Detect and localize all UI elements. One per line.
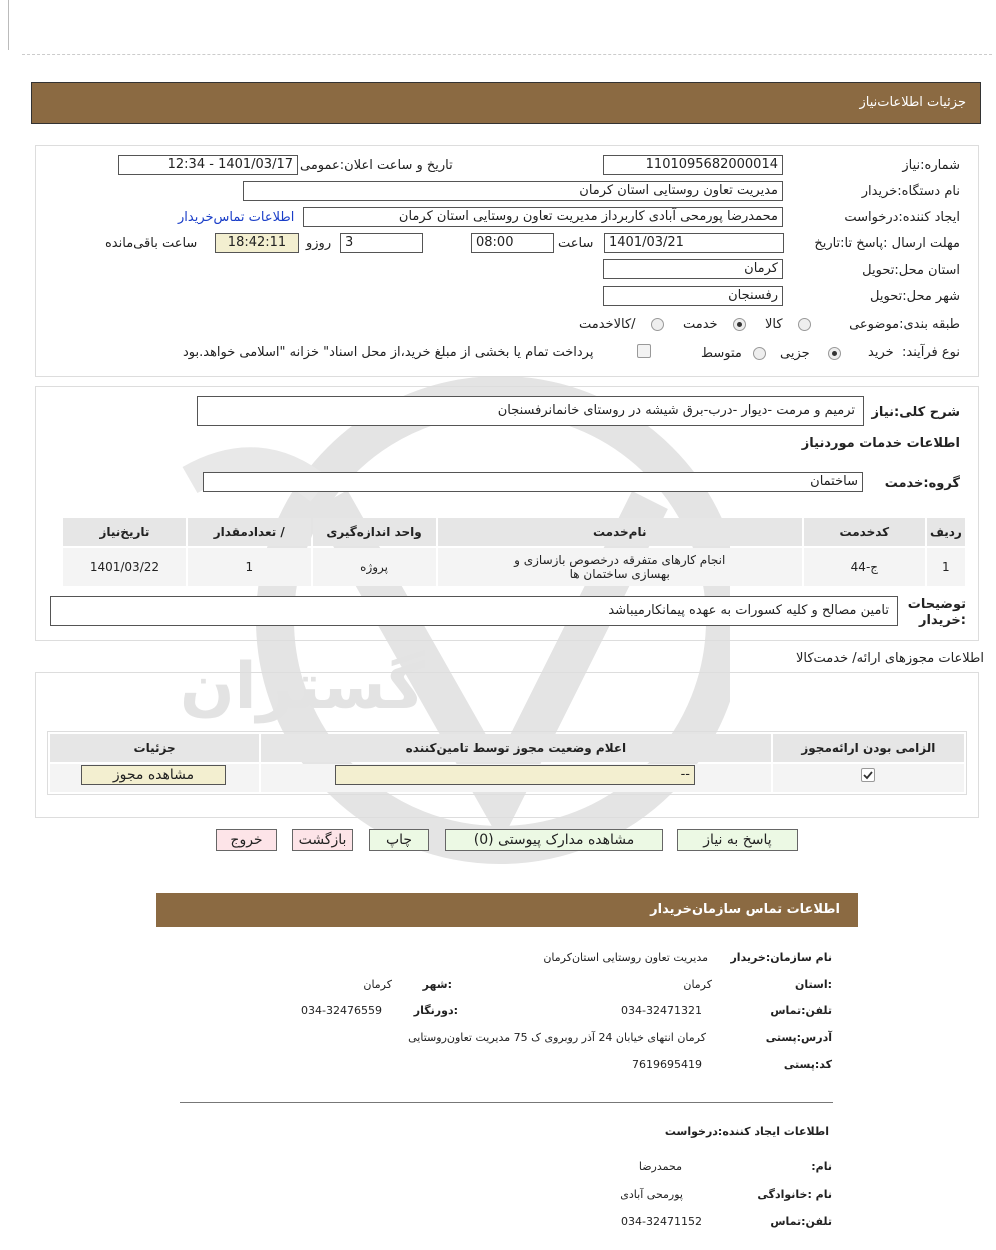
city-field: رفسنجان bbox=[603, 286, 783, 306]
category-goods-label: کالا bbox=[765, 317, 783, 332]
days-label: روزو bbox=[306, 236, 332, 251]
phone-value: 034-32471321 bbox=[621, 1004, 702, 1017]
address-label: آدرس:پستی bbox=[765, 1031, 832, 1044]
permit-col-required: الزامی بودن ارائه‌مجوز bbox=[773, 734, 964, 762]
contact-separator bbox=[180, 1102, 833, 1103]
category-goods-service-label: /کالاخدمت bbox=[579, 317, 636, 332]
exit-button[interactable]: خروج bbox=[216, 829, 277, 851]
category-service-label: خدمت bbox=[683, 317, 718, 332]
row-index: 1 bbox=[927, 548, 965, 586]
category-goods-service-radio[interactable] bbox=[651, 318, 664, 331]
buyer-label: نام دستگاه:خریدار bbox=[861, 184, 960, 199]
permit-col-details: جزئیات bbox=[50, 734, 259, 762]
fax-label: :دورنگار bbox=[413, 1004, 458, 1017]
postal-value: 7619695419 bbox=[632, 1058, 702, 1071]
col-header-date: تاریخ‌نیاز bbox=[63, 518, 186, 546]
watermark-text: گستران bbox=[180, 650, 425, 724]
province-field: کرمان bbox=[603, 259, 783, 279]
view-permit-button[interactable]: مشاهده مجوز bbox=[81, 765, 226, 785]
remaining-time-field: 18:42:11 bbox=[215, 233, 299, 253]
description-field: ترمیم و مرمت -دیوار -درب-برق شیشه در روستای خانمانرفسنجان bbox=[197, 396, 864, 426]
buyer-field: مدیریت تعاون روستایی استان کرمان bbox=[243, 181, 783, 201]
announce-label: تاریخ و ساعت اعلان:عمومی bbox=[300, 158, 453, 173]
org-label: نام سازمان:خریدار bbox=[730, 951, 832, 964]
services-table bbox=[61, 516, 967, 588]
service-group-label: گروه:خدمت bbox=[884, 476, 960, 491]
province-label: استان محل:تحویل bbox=[862, 263, 960, 278]
category-label: طبقه بندی:موضوعی bbox=[849, 317, 960, 332]
permits-title: اطلاعات مجوزهای ارائه/ خدمت‌کالا bbox=[795, 651, 984, 666]
permit-col-status: اعلام وضعیت مجوز توسط تامین‌کننده bbox=[261, 734, 771, 762]
deadline-label: مهلت ارسال :پاسخ تا:تاریخ bbox=[814, 236, 960, 251]
remaining-label: ساعت باقی‌مانده bbox=[105, 236, 198, 251]
permit-required-checkbox bbox=[861, 768, 875, 782]
breadcrumb: جزئیات اطلاعات‌نیاز bbox=[859, 95, 966, 110]
col-header-name: نام‌خدمت bbox=[438, 518, 802, 546]
attachments-button[interactable]: مشاهده مدارک پیوستی (0) bbox=[445, 829, 663, 851]
category-service-radio[interactable] bbox=[733, 318, 746, 331]
city-contact-value: کرمان bbox=[363, 978, 392, 991]
dotted-divider bbox=[22, 54, 992, 55]
category-goods-radio[interactable] bbox=[798, 318, 811, 331]
org-value: مدیریت تعاون روستایی استان‌کرمان bbox=[543, 951, 708, 964]
col-header-code: کدخدمت bbox=[804, 518, 925, 546]
col-header-qty: / تعدادمقدار bbox=[188, 518, 311, 546]
postal-label: کد:پستی bbox=[783, 1058, 832, 1071]
services-title: اطلاعات خدمات موردنیاز bbox=[801, 436, 960, 451]
creator-phone-value: 034-32471152 bbox=[621, 1215, 702, 1228]
left-border-line bbox=[8, 0, 9, 50]
print-button[interactable]: چاپ bbox=[369, 829, 429, 851]
address-value: کرمان انتهای خیابان 24 آذر روبروی ک 75 مدیریت تعاون‌روستایی bbox=[408, 1031, 706, 1044]
permit-status-field[interactable]: -- bbox=[335, 765, 695, 785]
days-field: 3 bbox=[340, 233, 423, 253]
creator-family-value: پورمحی آبادی bbox=[620, 1188, 683, 1201]
table-row bbox=[63, 548, 965, 586]
creator-phone-label: تلفن:تماس bbox=[770, 1215, 832, 1228]
province-contact-value: کرمان bbox=[683, 978, 712, 991]
requester-label: ایجاد کننده:درخواست bbox=[844, 210, 960, 225]
need-number-field: 1101095682000014 bbox=[603, 155, 783, 175]
announce-field: 1401/03/17 - 12:34 bbox=[118, 155, 298, 175]
reply-button[interactable]: پاسخ به نیاز bbox=[677, 829, 798, 851]
col-header-row: ردیف bbox=[927, 518, 965, 546]
buyer-notes-field: تامین مصالح و کلیه کسورات به عهده پیمانکارمیباشد bbox=[50, 596, 898, 626]
row-date: 1401/03/22 bbox=[63, 548, 186, 586]
process-medium-radio[interactable] bbox=[753, 347, 766, 360]
fax-value: 034-32476559 bbox=[301, 1004, 382, 1017]
back-button[interactable]: بازگشت bbox=[292, 829, 353, 851]
checkmark-icon bbox=[862, 769, 874, 781]
province-contact-label: :استان bbox=[795, 978, 832, 991]
treasury-payment-checkbox[interactable] bbox=[637, 344, 651, 358]
col-header-unit: واحد اندازه‌گیری bbox=[313, 518, 436, 546]
creator-family-label: نام :خانوادگی bbox=[757, 1188, 832, 1201]
row-code: ج-44 bbox=[804, 548, 925, 586]
process-minor-label: جزیی bbox=[780, 346, 810, 361]
treasury-payment-note: پرداخت تمام یا بخشی از مبلغ خرید،از محل اسناد" خزانه "اسلامی خواهد.بود bbox=[183, 345, 594, 360]
contact-header-title: اطلاعات تماس سازمان‌خریدار bbox=[650, 902, 840, 917]
permits-table bbox=[47, 731, 967, 795]
row-name: انجام کارهای متفرقه درخصوص بازسازی و بهسازی ساختمان ها bbox=[438, 548, 802, 586]
city-label: شهر محل:تحویل bbox=[870, 289, 960, 304]
deadline-date-field: 1401/03/21 bbox=[604, 233, 784, 253]
need-number-label: شماره:نیاز bbox=[902, 158, 960, 173]
process-minor-radio[interactable] bbox=[828, 347, 841, 360]
contact-header-banner bbox=[156, 893, 858, 927]
buyer-notes-label: توضیحات :خریدار bbox=[907, 597, 966, 628]
row-qty: 1 bbox=[188, 548, 311, 586]
page-header-banner bbox=[31, 82, 981, 124]
phone-label: تلفن:تماس bbox=[770, 1004, 832, 1017]
row-unit: پروژه bbox=[313, 548, 436, 586]
time-label: ساعت bbox=[558, 236, 594, 251]
service-group-field: ساختمان bbox=[203, 472, 863, 492]
process-label: نوع فرآیند: bbox=[902, 345, 960, 360]
city-contact-label: :شهر bbox=[422, 978, 452, 991]
process-buy-label: خرید bbox=[868, 345, 894, 360]
creator-name-value: محمدرضا bbox=[638, 1160, 682, 1173]
creator-name-label: نام: bbox=[811, 1160, 832, 1173]
requester-field: محمدرضا پورمحی آبادی کاربرداز مدیریت تعاون روستایی استان کرمان bbox=[303, 207, 783, 227]
creator-title: اطلاعات ایجاد کننده:درخواست bbox=[664, 1125, 829, 1138]
description-label: شرح کلی:نیاز bbox=[871, 405, 960, 420]
buyer-contact-link[interactable]: اطلاعات تماس‌خریدار bbox=[178, 210, 295, 225]
process-medium-label: متوسط bbox=[701, 346, 742, 361]
deadline-time-field: 08:00 bbox=[471, 233, 554, 253]
